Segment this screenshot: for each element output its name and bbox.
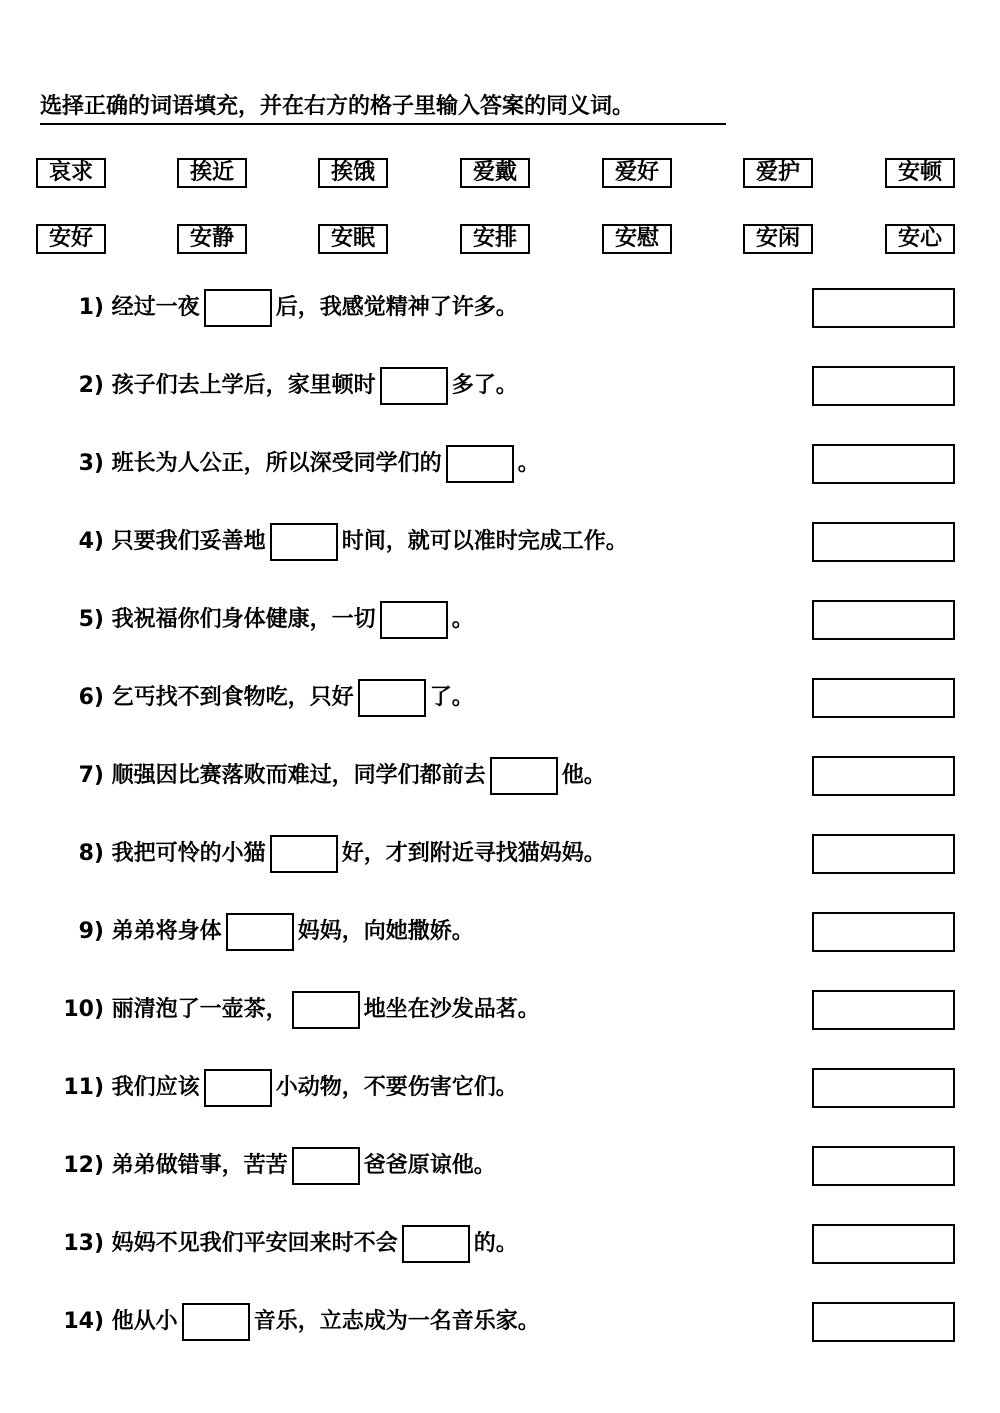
synonym-answer-input[interactable] [812, 288, 955, 328]
question-text-after: 妈妈，向她撒娇。 [297, 919, 474, 944]
question-text-before: 乞丐找不到食物吃，只好 [111, 685, 354, 710]
fill-in-blank-box[interactable] [380, 601, 448, 639]
question-text-before: 我把可怜的小猫 [111, 841, 266, 866]
fill-in-blank-box[interactable] [292, 991, 360, 1029]
question-text-after: 了。 [429, 685, 474, 710]
question-text-after: 的。 [473, 1231, 518, 1256]
fill-in-blank-box[interactable] [204, 289, 272, 327]
instruction-title: 选择正确的词语填充，并在右方的格子里输入答案的同义词。 [40, 92, 726, 125]
word-bank-chip[interactable]: 安好 [36, 224, 106, 254]
question-row [0, 520, 800, 564]
question-row [0, 1300, 800, 1344]
word-bank-chip[interactable]: 安顿 [885, 158, 955, 188]
synonym-answer-input[interactable] [812, 1224, 955, 1264]
word-bank-chip[interactable]: 安静 [177, 224, 247, 254]
fill-in-blank-box[interactable] [204, 1069, 272, 1107]
question-row [0, 364, 800, 408]
synonym-answer-input[interactable] [812, 444, 955, 484]
fill-in-blank-box[interactable] [270, 523, 338, 561]
fill-in-blank-box[interactable] [490, 757, 558, 795]
question-number: 10) [63, 997, 104, 1022]
word-bank-chip[interactable]: 爱好 [602, 158, 672, 188]
word-bank-chip[interactable]: 挨饿 [318, 158, 388, 188]
fill-in-blank-box[interactable] [270, 835, 338, 873]
question-text-after: 地坐在沙发品茗。 [363, 997, 540, 1022]
synonym-answer-input[interactable] [812, 678, 955, 718]
question-text-before: 他从小 [111, 1309, 178, 1334]
synonym-answer-input[interactable] [812, 522, 955, 562]
question-number: 9) [78, 919, 104, 944]
question-text-before: 班长为人公正，所以深受同学们的 [111, 451, 442, 476]
fill-in-blank-box[interactable] [226, 913, 294, 951]
fill-in-blank-box[interactable] [402, 1225, 470, 1263]
question-text-before: 弟弟做错事，苦苦 [111, 1153, 288, 1178]
question-text-after: 他。 [561, 763, 606, 788]
fill-in-blank-box[interactable] [380, 367, 448, 405]
question-text-after: 。 [451, 607, 474, 632]
question-row [0, 988, 800, 1032]
question-number: 11) [63, 1075, 104, 1100]
synonym-answer-input[interactable] [812, 912, 955, 952]
question-text-before: 经过一夜 [111, 295, 200, 320]
word-bank-chip[interactable]: 爱戴 [460, 158, 530, 188]
question-number: 14) [63, 1309, 104, 1334]
question-number: 13) [63, 1231, 104, 1256]
fill-in-blank-box[interactable] [292, 1147, 360, 1185]
question-text-after: 后，我感觉精神了许多。 [275, 295, 518, 320]
question-number: 12) [63, 1153, 104, 1178]
question-number: 4) [78, 529, 104, 554]
question-row [0, 910, 800, 954]
synonym-answer-input[interactable] [812, 756, 955, 796]
word-bank-chip[interactable]: 哀求 [36, 158, 106, 188]
question-text-after: 多了。 [451, 373, 518, 398]
question-row [0, 1144, 800, 1188]
question-text-after: 。 [517, 451, 540, 476]
question-text-before: 顺强因比赛落败而难过，同学们都前去 [111, 763, 486, 788]
synonym-answer-input[interactable] [812, 834, 955, 874]
question-row [0, 286, 800, 330]
question-row [0, 676, 800, 720]
synonym-answer-input[interactable] [812, 366, 955, 406]
word-bank-chip[interactable]: 安心 [885, 224, 955, 254]
question-text-after: 音乐，立志成为一名音乐家。 [253, 1309, 540, 1334]
question-row [0, 442, 800, 486]
question-number: 8) [78, 841, 104, 866]
question-number: 3) [78, 451, 104, 476]
question-text-after: 好，才到附近寻找猫妈妈。 [341, 841, 606, 866]
fill-in-blank-box[interactable] [358, 679, 426, 717]
synonym-answer-input[interactable] [812, 1302, 955, 1342]
word-bank-chip[interactable]: 安闲 [743, 224, 813, 254]
question-number: 1) [78, 295, 104, 320]
question-text-before: 丽清泡了一壶茶， [111, 997, 288, 1022]
synonym-answer-input[interactable] [812, 600, 955, 640]
question-text-before: 我们应该 [111, 1075, 200, 1100]
question-text-before: 我祝福你们身体健康，一切 [111, 607, 376, 632]
synonym-answer-input[interactable] [812, 1146, 955, 1186]
question-number: 5) [78, 607, 104, 632]
question-text-after: 爸爸原谅他。 [363, 1153, 496, 1178]
fill-in-blank-box[interactable] [446, 445, 514, 483]
question-text-before: 孩子们去上学后，家里顿时 [111, 373, 376, 398]
synonym-answer-input[interactable] [812, 990, 955, 1030]
question-row [0, 832, 800, 876]
question-number: 2) [78, 373, 104, 398]
word-bank-chip[interactable]: 安排 [460, 224, 530, 254]
question-row [0, 1066, 800, 1110]
question-number: 7) [78, 763, 104, 788]
question-text-before: 妈妈不见我们平安回来时不会 [111, 1231, 398, 1256]
question-row [0, 754, 800, 798]
question-number: 6) [78, 685, 104, 710]
word-bank-chip[interactable]: 安眠 [318, 224, 388, 254]
synonym-answer-input[interactable] [812, 1068, 955, 1108]
word-bank-chip[interactable]: 安慰 [602, 224, 672, 254]
question-text-after: 小动物，不要伤害它们。 [275, 1075, 518, 1100]
question-text-before: 弟弟将身体 [111, 919, 222, 944]
question-text-after: 时间，就可以准时完成工作。 [341, 529, 628, 554]
question-row [0, 598, 800, 642]
fill-in-blank-box[interactable] [182, 1303, 250, 1341]
question-row [0, 1222, 800, 1266]
question-text-before: 只要我们妥善地 [111, 529, 266, 554]
word-bank-chip[interactable]: 挨近 [177, 158, 247, 188]
word-bank-chip[interactable]: 爱护 [743, 158, 813, 188]
